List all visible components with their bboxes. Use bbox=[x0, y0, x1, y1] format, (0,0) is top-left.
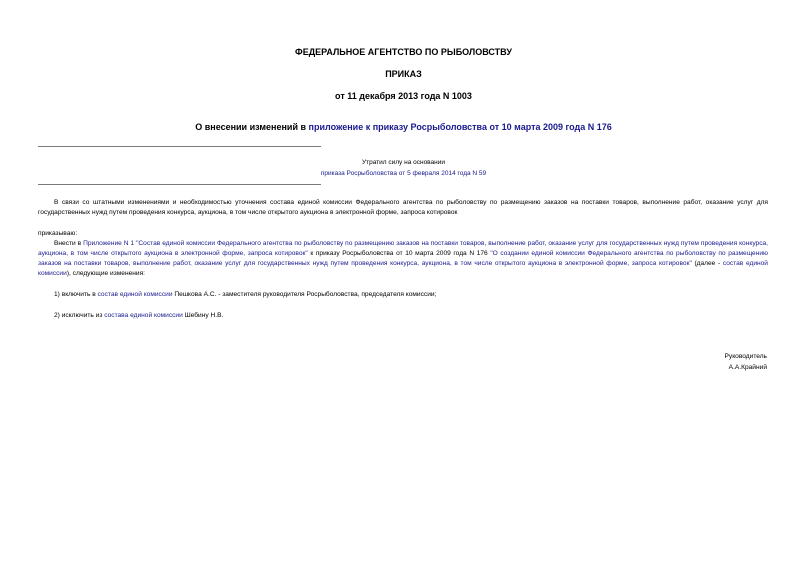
commission-composition-link[interactable]: состав единой комиссии bbox=[38, 260, 768, 277]
amendment-mid: к приказу Росрыболовства от 10 марта 2009 года N 176 bbox=[307, 250, 491, 257]
amendment-suffix: ), следующие изменения: bbox=[66, 270, 145, 277]
item-1-prefix: 1) включить в bbox=[54, 291, 98, 298]
status-note-line: Утратил силу на основании bbox=[361, 159, 446, 166]
doc-subject-prefix: О внесении изменений в bbox=[195, 122, 309, 132]
amendment-paren: (далее - bbox=[691, 260, 723, 267]
item-2-link[interactable]: состава единой комиссии bbox=[104, 312, 183, 319]
amendment-prefix: Внести в bbox=[54, 240, 84, 247]
status-divider-top bbox=[38, 146, 321, 147]
signature-block bbox=[567, 352, 767, 373]
doc-subject bbox=[0, 122, 807, 132]
subject-link[interactable]: приложение к приказу Росрыболовства от 10 марта 2009 года N 176 bbox=[308, 122, 612, 132]
status-divider-bottom bbox=[38, 184, 321, 185]
repeal-order-link[interactable]: приказа Росрыболовства от 5 февраля 2014 года N 59 bbox=[320, 170, 487, 177]
item-2-prefix: 2) исключить из bbox=[54, 312, 105, 319]
order-word: приказываю: bbox=[38, 230, 78, 237]
agency-title: ФЕДЕРАЛЬНОЕ АГЕНТСТВО ПО РЫБОЛОВСТВУ bbox=[295, 47, 512, 57]
signature-name: А.А.Крайний bbox=[728, 363, 767, 371]
appendix-link[interactable]: Приложение N 1 "Состав единой комиссии Федерального агентства по рыболовству по размещению заказов на поставки товаров, выполнение работ, оказание услуг для государственных нужд путем проведения конкурса, аукциона, в том числе открытого аукциона в электронной форме, запроса котировок" bbox=[38, 240, 769, 257]
preamble-paragraph: В связи со штатными изменениями и необходимостью уточнения состава единой комиссии Федерального агентства по рыболовству по размещению заказов на поставки товаров, выполнение работ, оказание услуг для государственных нужд путем проведения конкурса, аукциона, в том числе открытого аукциона в электронной форме, запроса котировок bbox=[38, 199, 768, 216]
item-2 bbox=[38, 311, 768, 321]
item-1 bbox=[38, 290, 768, 300]
item-1-link[interactable]: состав единой комиссии bbox=[97, 291, 173, 298]
doc-date-number: от 11 декабря 2013 года N 1003 bbox=[335, 91, 472, 101]
signature-title: Руководитель bbox=[724, 353, 767, 360]
doc-type-title: ПРИКАЗ bbox=[385, 69, 422, 79]
order-176-link[interactable]: "О создании единой комиссии Федерального агентства по рыболовству по размещению заказов на поставки товаров, выполнение работ, оказание услуг для государственных нужд путем проведения конкурса, аукциона, в том числе открытого аукциона в электронной форме, запроса котировок" bbox=[38, 250, 768, 267]
item-2-suffix: Шебину Н.В. bbox=[182, 312, 224, 319]
item-1-suffix: Пешкова А.С. - заместителя руководителя Росрыболовства, председателя комиссии; bbox=[172, 291, 437, 298]
amendment-paragraph bbox=[38, 239, 768, 279]
